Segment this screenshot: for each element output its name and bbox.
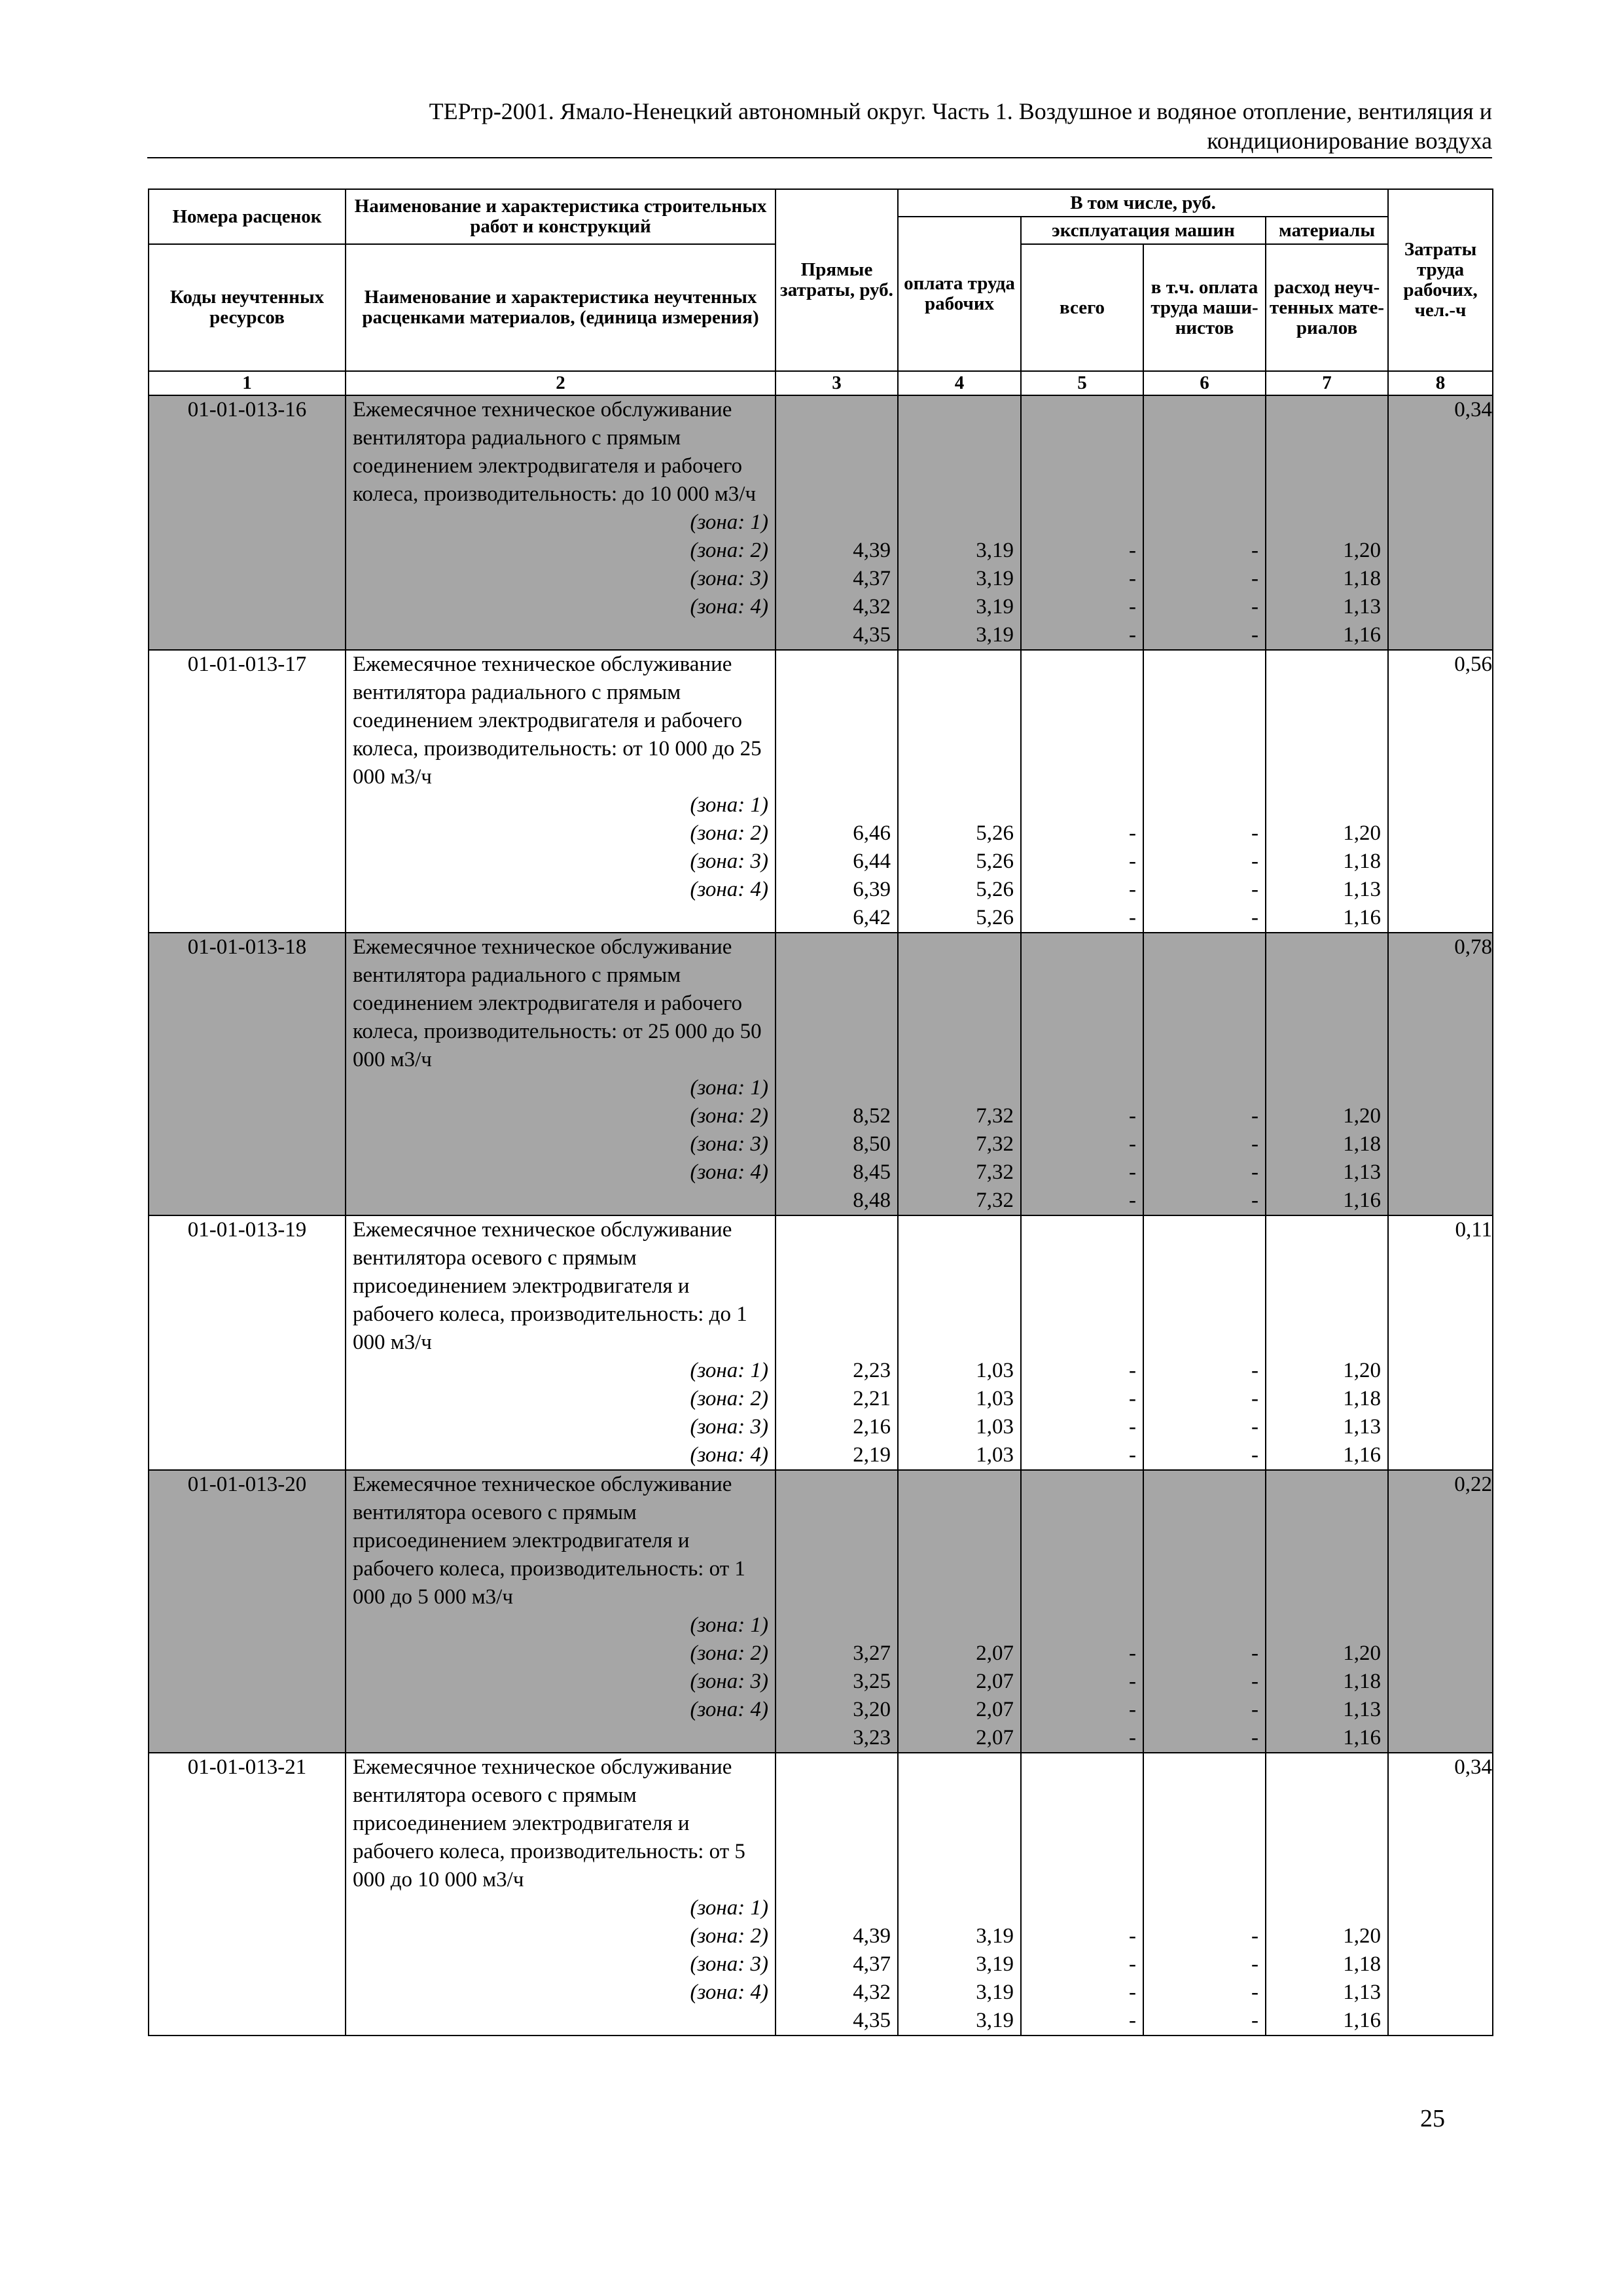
direct-cost-value: 2,21 (853, 1387, 891, 1410)
labor-cost-cell (1388, 1753, 1493, 2036)
machinist-pay-value-cell (1143, 395, 1266, 650)
materials-value-cell (1266, 395, 1388, 650)
rate-description: Ежемесячное техническое обслуживание вентилятора радиального с прямым соединением электродвигателя и рабочего колеса, производительность: от 25 000 до 50 000 м3/ч (353, 935, 762, 1071)
worker-pay-value: 7,32 (976, 1104, 1014, 1128)
zone-label: (зона: 1) (690, 793, 768, 817)
materials-value: 1,20 (1343, 1924, 1382, 1948)
direct-cost-value: 6,44 (853, 850, 891, 873)
machinist-pay-value-cell (1143, 650, 1266, 933)
machines-total-value: - (1129, 1160, 1136, 1184)
worker-pay-value-cell (898, 650, 1021, 933)
zone-label: (зона: 2) (690, 1924, 768, 1948)
materials-value: 1,13 (1343, 1698, 1382, 1721)
zone-label: (зона: 2) (690, 1641, 768, 1665)
direct-cost-value: 4,35 (853, 623, 891, 647)
rate-code: 01-01-013-18 (187, 935, 307, 959)
column-numbers-row (149, 371, 1493, 395)
machinist-pay-value: - (1251, 1981, 1258, 2004)
direct-costs-header: Прямые затраты, руб. (776, 189, 898, 371)
materials-value: 1,20 (1343, 1104, 1382, 1128)
labor-cost-cell (1388, 1215, 1493, 1470)
direct-cost-value: 8,50 (853, 1132, 891, 1156)
rate-row (149, 395, 1493, 650)
machines-total-value: - (1129, 1104, 1136, 1128)
machinist-pay-value: - (1251, 878, 1258, 901)
machines-total-value-cell (1021, 933, 1143, 1215)
labor-cost-value: 0,34 (1454, 398, 1493, 422)
worker-pay-value: 3,19 (976, 539, 1014, 562)
worker-pay-value: 3,19 (976, 1952, 1014, 1976)
materials-value-cell (1266, 650, 1388, 933)
column-number: 5 (1021, 371, 1143, 395)
zone-label: (зона: 3) (690, 1132, 768, 1156)
machinist-pay-value: - (1251, 1359, 1258, 1382)
materials-value: 1,20 (1343, 1641, 1382, 1665)
machinist-pay-value: - (1251, 539, 1258, 562)
materials-value: 1,13 (1343, 878, 1382, 901)
direct-cost-value: 3,27 (853, 1641, 891, 1665)
labor-cost-value: 0,11 (1455, 1218, 1493, 1242)
labor-cost-value: 0,56 (1454, 653, 1493, 676)
page-number: 25 (1420, 2105, 1445, 2132)
resource-codes-header: Коды неучтенных ресурсов (149, 244, 346, 371)
zone-label: (зона: 1) (690, 1896, 768, 1920)
rate-code: 01-01-013-20 (187, 1473, 307, 1496)
machinist-pay-value-cell (1143, 1470, 1266, 1753)
rate-description-cell (346, 1470, 776, 1753)
direct-cost-value: 3,25 (853, 1670, 891, 1693)
worker-pay-value: 5,26 (976, 878, 1014, 901)
including-header: В том числе, руб. (898, 189, 1388, 217)
machines-total-value: - (1129, 1359, 1136, 1382)
machinist-pay-value: - (1251, 1698, 1258, 1721)
direct-cost-value: 2,19 (853, 1443, 891, 1467)
machines-total-value-cell (1021, 1215, 1143, 1470)
column-number: 4 (898, 371, 1021, 395)
unaccounted-materials-header: расход неуч-тенных мате-риалов (1266, 244, 1388, 371)
rate-description: Ежемесячное техническое обслуживание вентилятора осевого с прямым присоединением электродвигателя и рабочего колеса, производительность: от 1 000 до 5 000 м3/ч (353, 1473, 745, 1609)
zone-label: (зона: 2) (690, 821, 768, 845)
machines-total-header: всего (1021, 244, 1143, 371)
materials-value: 1,13 (1343, 1981, 1382, 2004)
machines-total-value: - (1129, 623, 1136, 647)
machinist-pay-value-cell (1143, 1215, 1266, 1470)
zone-label: (зона: 3) (690, 850, 768, 873)
rate-description: Ежемесячное техническое обслуживание вентилятора осевого с прямым присоединением электродвигателя и рабочего колеса, производительность: от 5 000 до 10 000 м3/ч (353, 1755, 745, 1892)
labor-cost-cell (1388, 1470, 1493, 1753)
machines-total-value-cell (1021, 395, 1143, 650)
worker-pay-value: 3,19 (976, 1981, 1014, 2004)
machines-total-value-cell (1021, 1470, 1143, 1753)
rate-description-cell (346, 1215, 776, 1470)
worker-pay-value: 5,26 (976, 906, 1014, 929)
worker-pay-value-cell (898, 395, 1021, 650)
zone-label: (зона: 4) (690, 878, 768, 901)
rate-description-cell (346, 395, 776, 650)
labor-cost-cell (1388, 933, 1493, 1215)
direct-cost-value-cell (776, 1215, 898, 1470)
zone-label: (зона: 1) (690, 511, 768, 534)
materials-value: 1,18 (1343, 1670, 1382, 1693)
rate-row (149, 1470, 1493, 1753)
machinist-pay-value-cell (1143, 933, 1266, 1215)
column-number: 7 (1266, 371, 1388, 395)
materials-value: 1,16 (1343, 1189, 1382, 1212)
direct-cost-value: 8,52 (853, 1104, 891, 1128)
machinist-pay-value: - (1251, 1670, 1258, 1693)
zone-label: (зона: 3) (690, 1670, 768, 1693)
machines-total-value: - (1129, 1189, 1136, 1212)
running-header-line2: кондиционирование воздуха (1207, 128, 1492, 154)
worker-pay-value: 3,19 (976, 2009, 1014, 2032)
machinist-pay-value: - (1251, 1415, 1258, 1439)
direct-cost-value-cell (776, 395, 898, 650)
worker-pay-value: 1,03 (976, 1415, 1014, 1439)
direct-cost-value: 4,35 (853, 2009, 891, 2032)
materials-value-cell (1266, 1470, 1388, 1753)
labor-cost-value: 0,22 (1454, 1473, 1493, 1496)
table-body (149, 395, 1493, 2036)
machines-total-value: - (1129, 1726, 1136, 1749)
rate-code: 01-01-013-19 (187, 1218, 307, 1242)
zone-label: (зона: 4) (690, 1698, 768, 1721)
rate-description-cell (346, 933, 776, 1215)
machinist-pay-value: - (1251, 1160, 1258, 1184)
worker-pay-value: 5,26 (976, 850, 1014, 873)
direct-cost-value: 4,32 (853, 595, 891, 619)
worker-pay-value: 1,03 (976, 1387, 1014, 1410)
labor-costs-header: Затраты труда рабочих, чел.-ч (1388, 189, 1493, 371)
machines-total-value: - (1129, 1924, 1136, 1948)
direct-cost-value: 2,23 (853, 1359, 891, 1382)
labor-cost-cell (1388, 395, 1493, 650)
rate-row (149, 1753, 1493, 2036)
direct-cost-value: 4,37 (853, 567, 891, 590)
machinist-pay-value: - (1251, 1726, 1258, 1749)
machines-total-value-cell (1021, 650, 1143, 933)
rate-code: 01-01-013-17 (187, 653, 307, 676)
rate-description: Ежемесячное техническое обслуживание вентилятора радиального с прямым соединением электродвигателя и рабочего колеса, производительность: до 10 000 м3/ч (353, 398, 757, 506)
direct-cost-value-cell (776, 933, 898, 1215)
machine-operation-header: эксплуатация машин (1021, 217, 1266, 244)
running-header (147, 97, 1492, 156)
zone-label: (зона: 2) (690, 1387, 768, 1410)
worker-pay-value: 7,32 (976, 1132, 1014, 1156)
worker-pay-value: 1,03 (976, 1359, 1014, 1382)
machines-total-value: - (1129, 1443, 1136, 1467)
worker-pay-value: 2,07 (976, 1641, 1014, 1665)
rate-code-cell (149, 933, 346, 1215)
zone-label: (зона: 3) (690, 567, 768, 590)
materials-header: материалы (1266, 217, 1388, 244)
direct-cost-value: 6,42 (853, 906, 891, 929)
running-header-line1: ТЕРтр-2001. Ямало-Ненецкий автономный округ. Часть 1. Воздушное и водяное отопление, вентиляция и (429, 98, 1492, 124)
direct-cost-value: 4,32 (853, 1981, 891, 2004)
direct-cost-value: 2,16 (853, 1415, 891, 1439)
machinist-pay-value: - (1251, 1387, 1258, 1410)
zone-label: (зона: 3) (690, 1952, 768, 1976)
labor-cost-value: 0,34 (1454, 1755, 1493, 1779)
rate-code-cell (149, 650, 346, 933)
machinist-pay-value: - (1251, 1641, 1258, 1665)
machines-total-value: - (1129, 567, 1136, 590)
worker-pay-value: 3,19 (976, 595, 1014, 619)
rate-description-cell (346, 650, 776, 933)
zone-label: (зона: 2) (690, 1104, 768, 1128)
column-number: 3 (776, 371, 898, 395)
machines-total-value: - (1129, 595, 1136, 619)
direct-cost-value: 6,46 (853, 821, 891, 845)
worker-pay-value-cell (898, 1470, 1021, 1753)
materials-value: 1,20 (1343, 539, 1382, 562)
materials-value: 1,18 (1343, 1952, 1382, 1976)
work-name-header: Наименование и характеристика строительных работ и конструкций (346, 189, 776, 244)
rate-row (149, 933, 1493, 1215)
materials-value: 1,16 (1343, 1726, 1382, 1749)
zone-label: (зона: 3) (690, 1415, 768, 1439)
materials-value: 1,18 (1343, 1132, 1382, 1156)
materials-value: 1,16 (1343, 623, 1382, 647)
machines-total-value: - (1129, 539, 1136, 562)
machinist-pay-value: - (1251, 906, 1258, 929)
rate-code-cell (149, 395, 346, 650)
zone-label: (зона: 4) (690, 1160, 768, 1184)
rate-numbers-header: Номера расценок (149, 189, 346, 244)
direct-cost-value: 8,48 (853, 1189, 891, 1212)
direct-cost-value: 3,20 (853, 1698, 891, 1721)
machinist-pay-value: - (1251, 1952, 1258, 1976)
materials-value-cell (1266, 1215, 1388, 1470)
worker-pay-value: 1,03 (976, 1443, 1014, 1467)
direct-cost-value-cell (776, 650, 898, 933)
labor-cost-value: 0,78 (1454, 935, 1493, 959)
worker-pay-value: 2,07 (976, 1698, 1014, 1721)
machines-total-value: - (1129, 1387, 1136, 1410)
materials-value-cell (1266, 1753, 1388, 2036)
rate-code: 01-01-013-16 (187, 398, 307, 422)
machines-total-value: - (1129, 1981, 1136, 2004)
machinist-pay-value: - (1251, 850, 1258, 873)
machinist-pay-value: - (1251, 623, 1258, 647)
materials-value: 1,13 (1343, 1415, 1382, 1439)
worker-pay-header: оплата труда рабочих (898, 217, 1021, 371)
zone-label: (зона: 1) (690, 1613, 768, 1637)
machinist-pay-value: - (1251, 567, 1258, 590)
machines-total-value: - (1129, 1132, 1136, 1156)
materials-value: 1,13 (1343, 1160, 1382, 1184)
worker-pay-value: 5,26 (976, 821, 1014, 845)
rate-description: Ежемесячное техническое обслуживание вентилятора осевого с прямым присоединением электродвигателя и рабочего колеса, производительность: до 1 000 м3/ч (353, 1218, 747, 1354)
direct-cost-value: 4,39 (853, 539, 891, 562)
rates-table (148, 188, 1493, 2036)
machines-total-value: - (1129, 1952, 1136, 1976)
zone-label: (зона: 1) (690, 1076, 768, 1100)
zone-label: (зона: 4) (690, 1443, 768, 1467)
labor-cost-cell (1388, 650, 1493, 933)
materials-value: 1,16 (1343, 2009, 1382, 2032)
rate-row (149, 650, 1493, 933)
worker-pay-value: 7,32 (976, 1189, 1014, 1212)
materials-value: 1,18 (1343, 850, 1382, 873)
rate-description: Ежемесячное техническое обслуживание вентилятора радиального с прямым соединением электродвигателя и рабочего колеса, производительность: от 10 000 до 25 000 м3/ч (353, 653, 762, 789)
machines-total-value: - (1129, 850, 1136, 873)
column-number: 2 (346, 371, 776, 395)
machinist-pay-value: - (1251, 1924, 1258, 1948)
machines-total-value: - (1129, 1670, 1136, 1693)
direct-cost-value: 4,39 (853, 1924, 891, 1948)
materials-value: 1,18 (1343, 567, 1382, 590)
machines-total-value: - (1129, 821, 1136, 845)
machinist-pay-value: - (1251, 2009, 1258, 2032)
materials-value: 1,16 (1343, 906, 1382, 929)
machines-total-value: - (1129, 1641, 1136, 1665)
rate-code-cell (149, 1470, 346, 1753)
machines-total-value: - (1129, 1415, 1136, 1439)
machinist-pay-value: - (1251, 1104, 1258, 1128)
header-divider (147, 157, 1492, 158)
materials-value: 1,20 (1343, 1359, 1382, 1382)
direct-cost-value-cell (776, 1753, 898, 2036)
materials-value: 1,13 (1343, 595, 1382, 619)
machines-total-value: - (1129, 878, 1136, 901)
materials-value: 1,16 (1343, 1443, 1382, 1467)
worker-pay-value: 3,19 (976, 623, 1014, 647)
machinist-pay-value: - (1251, 595, 1258, 619)
zone-label: (зона: 2) (690, 539, 768, 562)
machinist-pay-value: - (1251, 1132, 1258, 1156)
worker-pay-value: 2,07 (976, 1726, 1014, 1749)
direct-cost-value: 8,45 (853, 1160, 891, 1184)
column-number: 1 (149, 371, 346, 395)
direct-cost-value: 3,23 (853, 1726, 891, 1749)
column-number: 6 (1143, 371, 1266, 395)
rate-code-cell (149, 1753, 346, 2036)
column-number: 8 (1388, 371, 1493, 395)
worker-pay-value-cell (898, 933, 1021, 1215)
machinist-pay-value: - (1251, 1189, 1258, 1212)
direct-cost-value: 4,37 (853, 1952, 891, 1976)
rate-code-cell (149, 1215, 346, 1470)
machinist-pay-value: - (1251, 1443, 1258, 1467)
materials-value: 1,20 (1343, 821, 1382, 845)
table-header (149, 189, 1493, 395)
direct-cost-value: 6,39 (853, 878, 891, 901)
worker-pay-value: 2,07 (976, 1670, 1014, 1693)
machines-total-value: - (1129, 1698, 1136, 1721)
machinist-pay-header: в т.ч. оплата труда маши-нистов (1143, 244, 1266, 371)
zone-label: (зона: 1) (690, 1359, 768, 1382)
zone-label: (зона: 4) (690, 1981, 768, 2004)
worker-pay-value-cell (898, 1215, 1021, 1470)
machines-total-value: - (1129, 2009, 1136, 2032)
worker-pay-value-cell (898, 1753, 1021, 2036)
materials-value: 1,18 (1343, 1387, 1382, 1410)
materials-value-cell (1266, 933, 1388, 1215)
machinist-pay-value-cell (1143, 1753, 1266, 2036)
worker-pay-value: 3,19 (976, 567, 1014, 590)
material-name-header: Наименование и характеристика неучтенных расценками материалов, (единица измерения) (346, 244, 776, 371)
machines-total-value-cell (1021, 1753, 1143, 2036)
direct-cost-value-cell (776, 1470, 898, 1753)
worker-pay-value: 3,19 (976, 1924, 1014, 1948)
machines-total-value: - (1129, 906, 1136, 929)
rate-description-cell (346, 1753, 776, 2036)
rate-code: 01-01-013-21 (187, 1755, 307, 1779)
zone-label: (зона: 4) (690, 595, 768, 619)
machinist-pay-value: - (1251, 821, 1258, 845)
rate-row (149, 1215, 1493, 1470)
worker-pay-value: 7,32 (976, 1160, 1014, 1184)
